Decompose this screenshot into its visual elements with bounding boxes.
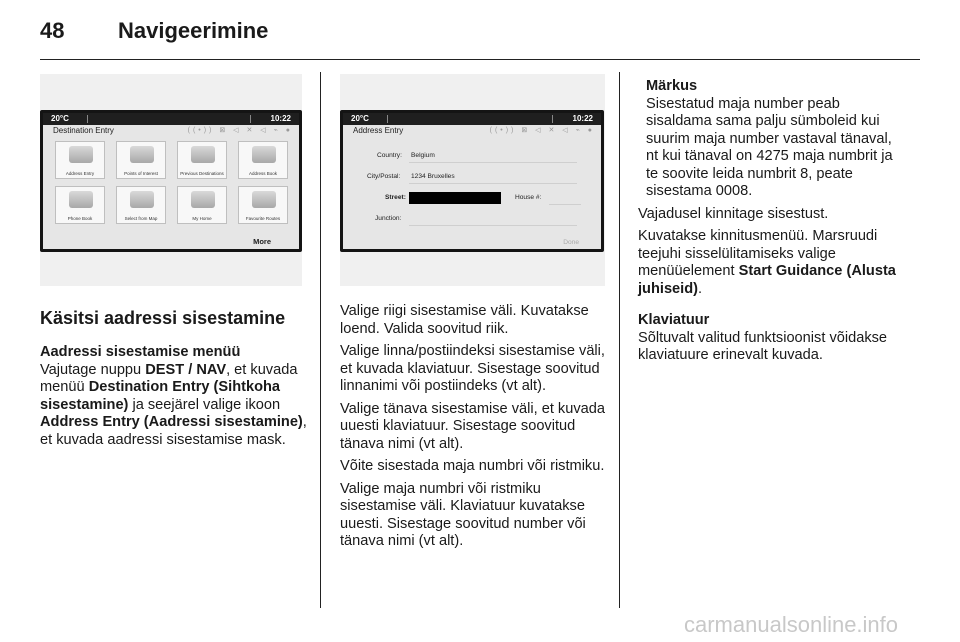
- tile-address-entry[interactable]: Address Entry: [55, 141, 105, 179]
- status-icons: ((•)) ⊠ ◁ ✕ ◁ ⌁ ●: [187, 127, 293, 134]
- note-text: Sisestatud maja number peab sisaldama sama palju sümboleid kui suurim maja number vastaval tänaval, nt kui tänaval on 4275 maja numbrit ja te soovite leida numbrit 8, peate sisestama 0008.: [646, 95, 893, 199]
- route-icon: [252, 191, 276, 208]
- country-label: Country:: [377, 152, 402, 159]
- screenshot-destination-entry: [40, 74, 302, 286]
- history-icon: [191, 146, 215, 163]
- paragraph: Kuvatakse kinnitusmenüü. Marsruudi teejuhi sisselülitamiseks valige menüüelement Start Guidance (Alusta juhiseid).: [638, 228, 896, 297]
- book-icon: [252, 146, 276, 163]
- screen-heading: Address Entry: [353, 126, 404, 135]
- column-divider-2: [619, 72, 620, 608]
- header-rule: [40, 59, 920, 60]
- poi-icon: [130, 146, 154, 163]
- paragraph: Sõltuvalt valitud funktsioonist võidakse klaviatuure erinevalt kuvada.: [638, 329, 888, 363]
- street-label: Street:: [385, 194, 406, 201]
- done-button[interactable]: Done: [563, 239, 579, 246]
- map-icon: [69, 146, 93, 163]
- right-column-text: [638, 78, 904, 370]
- clock: 10:22: [270, 114, 291, 123]
- display-screen: [40, 110, 302, 252]
- page-number: 48: [40, 18, 65, 43]
- paragraph: Valige maja numbri või ristmiku sisestamise väli. Klaviatuur kuvatakse uuesti. Sisestage soovitud number või tänava nimi (vt alt).: [340, 480, 586, 549]
- paragraph: Valige tänava sisestamise väli, et kuvada uuesti klaviatuur. Sisestage soovitud tänava nimi (vt alt).: [340, 400, 605, 452]
- house-number-field[interactable]: [549, 204, 581, 205]
- screen-heading: Destination Entry: [53, 126, 114, 135]
- status-bar: [43, 113, 299, 125]
- left-column-text: [40, 344, 310, 454]
- home-icon: [191, 191, 215, 208]
- tile-select-from-map[interactable]: Select from Map: [116, 186, 166, 224]
- junction-field[interactable]: [409, 225, 577, 226]
- tile-phone-book[interactable]: Phone Book: [55, 186, 105, 224]
- clock: 10:22: [572, 114, 593, 123]
- map-pin-icon: [130, 191, 154, 208]
- field-underline: [409, 162, 577, 163]
- paragraph: Valige linna/postiindeksi sisestamise väli, et kuvada klaviatuur. Sisestage soovitud linnanimi või postiindeks (vt alt).: [340, 343, 605, 394]
- status-separator: [387, 115, 388, 123]
- page-title: Navigeerimine: [118, 18, 269, 43]
- field-underline: [409, 183, 577, 184]
- tile-address-book[interactable]: Address Book: [238, 141, 288, 179]
- paragraph: Võite sisestada maja numbri või ristmiku.: [340, 458, 605, 474]
- house-number-label: House #:: [515, 194, 542, 201]
- section-heading: Käsitsi aadressi sisestamine: [40, 308, 286, 328]
- status-separator: [250, 115, 251, 123]
- city-label: City/Postal:: [367, 173, 401, 180]
- watermark: carmanualsonline.info: [684, 612, 899, 637]
- status-separator: [87, 115, 88, 123]
- city-field[interactable]: 1234 Bruxelles: [411, 173, 455, 180]
- junction-label: Junction:: [375, 215, 402, 222]
- tile-points-of-interest[interactable]: Points of Interest: [116, 141, 166, 179]
- more-button[interactable]: More: [253, 237, 271, 246]
- street-field[interactable]: [409, 192, 501, 204]
- paragraph: Vajutage nuppu DEST / NAV, et kuvada menüü Destination Entry (Sihtkoha sisestamine) ja seejärel valige ikoon Address Entry (Aadressi sisestamine), et kuvada aadressi sisestamise mask.: [40, 361, 307, 448]
- display-screen: [340, 110, 604, 252]
- temperature: 20°C: [351, 114, 369, 123]
- tile-my-home[interactable]: My Home: [177, 186, 227, 224]
- status-bar: [343, 113, 601, 125]
- subheading: Aadressi sisestamise menüü: [40, 344, 241, 360]
- column-divider-1: [320, 72, 321, 608]
- temperature: 20°C: [51, 114, 69, 123]
- paragraph: Vajadusel kinnitage sisestust.: [638, 205, 829, 222]
- note-title: Märkus: [646, 78, 698, 94]
- phone-icon: [69, 191, 93, 208]
- status-icons: ((•)) ⊠ ◁ ✕ ◁ ⌁ ●: [489, 127, 595, 134]
- status-separator: [552, 115, 553, 123]
- country-field[interactable]: Belgium: [411, 152, 435, 159]
- note-box: [638, 78, 904, 201]
- screenshot-address-entry: [340, 74, 605, 286]
- tile-previous-destinations[interactable]: Previous Destinations: [177, 141, 227, 179]
- tile-favourite-routes[interactable]: Favourite Routes: [238, 186, 288, 224]
- middle-column-text: [340, 303, 605, 556]
- paragraph: Valige riigi sisestamise väli. Kuvatakse loend. Valida soovitud riik.: [340, 303, 589, 337]
- subheading: Klaviatuur: [638, 312, 710, 328]
